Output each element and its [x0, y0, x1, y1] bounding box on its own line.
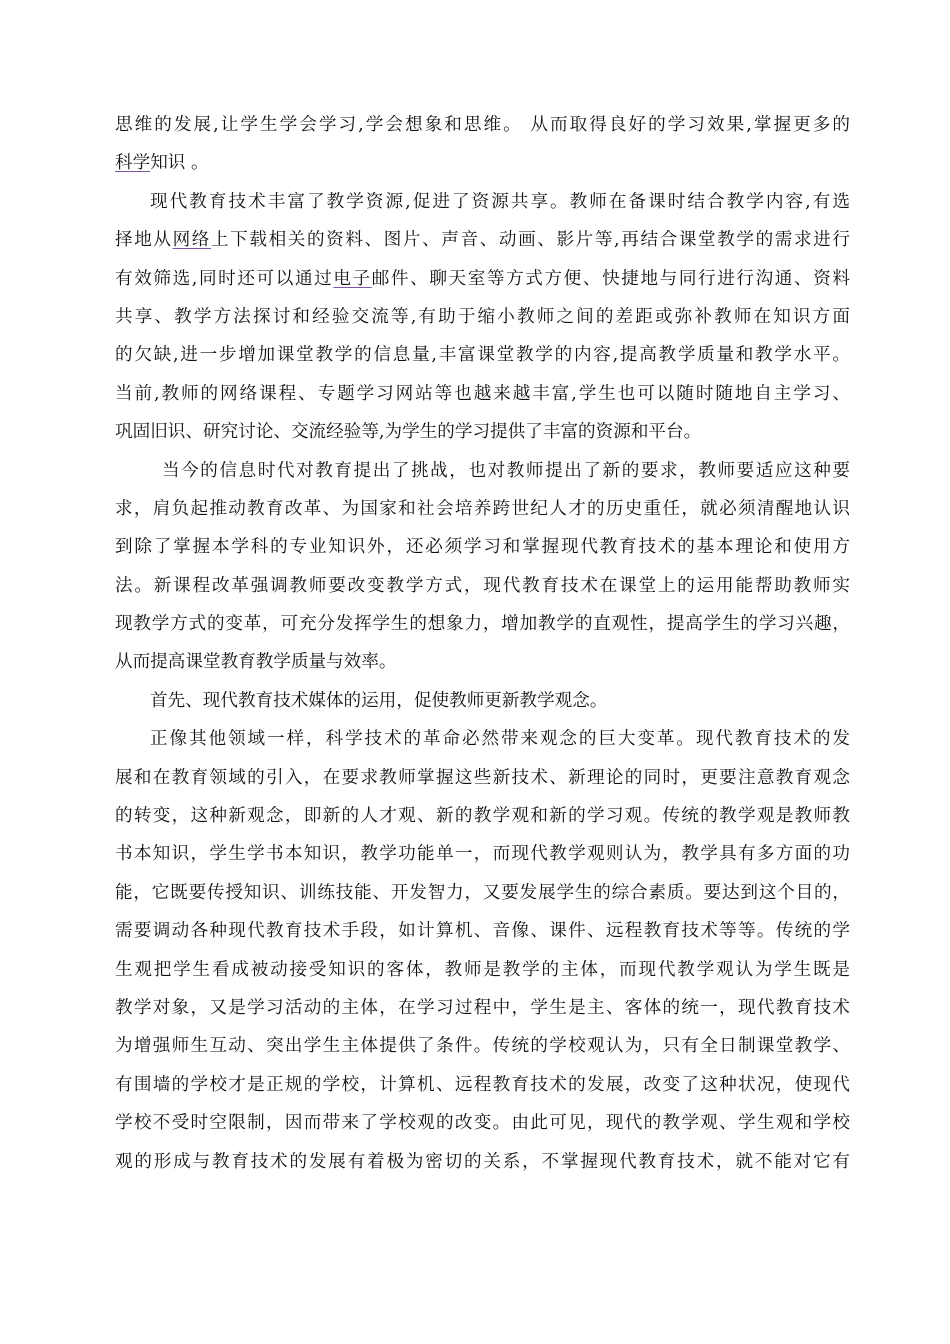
text-line [115, 221, 850, 259]
text-line: 的欠缺,进一步增加课堂教学的信息量,丰富课堂教学的内容,提高教学质量和教学水平。 [115, 345, 850, 366]
text-line [115, 260, 850, 298]
text-span: 邮件、聊天室等方式方便、快捷地与同行进行沟通、资料 [371, 268, 850, 289]
text-line: 巩固旧识、研究讨论、交流经验等,为学生的学习提供了丰富的资源和平台。 [115, 422, 702, 443]
text-line: 学校不受时空限制，因而带来了学校观的改变。由此可见，现代的教学观、学生观和学校 [115, 1113, 850, 1134]
text-line: 当今的信息时代对教育提出了挑战，也对教师提出了新的要求，教师要适应这种要 [162, 460, 850, 481]
text-span: 知识 。 [150, 153, 209, 174]
hyperlink-electronic[interactable]: 电子 [333, 268, 372, 289]
hyperlink-network[interactable]: 网络 [172, 230, 211, 251]
document-body [115, 106, 850, 1181]
text-line: 现教学方式的变革，可充分发挥学生的想象力，增加教学的直观性，提高学生的学习兴趣， [115, 614, 850, 635]
hyperlink-science[interactable]: 科学 [115, 153, 151, 174]
text-line: 思维的发展,让学生学会学习,学会想象和思维。 从而取得良好的学习效果,掌握更多的 [115, 115, 850, 135]
text-line: 共享、教学方法探讨和经验交流等,有助于缩小教师之间的差距或弥补教师在知识方面 [115, 306, 850, 327]
text-span: 上下载相关的资料、图片、声音、动画、影片等,再结合课堂教学的需求进行 [210, 230, 850, 251]
text-span: 择地从 [115, 230, 173, 251]
text-line: 求，肩负起推动教育改革、为国家和社会培养跨世纪人才的历史重任，就必须清醒地认识 [115, 498, 850, 519]
text-line: 展和在教育领域的引入，在要求教师掌握这些新技术、新理论的同时，更要注意教育观念 [115, 767, 850, 788]
text-line: 能，它既要传授知识、训练技能、开发智力，又要发展学生的综合素质。要达到这个目的， [115, 882, 850, 903]
text-line: 为增强师生互动、突出学生主体提供了条件。传统的学校观认为，只有全日制课堂教学、 [115, 1036, 850, 1057]
text-line: 的转变，这种新观念，即新的人才观、新的教学观和新的学习观。传统的教学观是教师教 [115, 806, 850, 827]
text-line: 当前,教师的网络课程、专题学习网站等也越来越丰富,学生也可以随时随地自主学习、 [115, 383, 850, 404]
text-line: 现代教育技术丰富了教学资源,促进了资源共享。教师在备课时结合教学内容,有选 [150, 191, 850, 212]
text-line: 教学对象，又是学习活动的主体，在学习过程中，学生是主、客体的统一，现代教育技术 [115, 997, 850, 1018]
text-line: 需要调动各种现代教育技术手段，如计算机、音像、课件、远程教育技术等等。传统的学 [115, 921, 850, 942]
text-line [115, 144, 850, 182]
text-line: 书本知识，学生学书本知识，教学功能单一，而现代教学观则认为，教学具有多方面的功 [115, 844, 850, 865]
text-line: 生观把学生看成被动接受知识的客体，教师是教学的主体，而现代教学观认为学生既是 [115, 959, 850, 980]
text-line: 到除了掌握本学科的专业知识外，还必须学习和掌握现代教育技术的基本理论和使用方 [115, 537, 850, 558]
text-span: 有效筛选,同时还可以通过 [115, 268, 334, 289]
text-line: 正像其他领域一样，科学技术的革命必然带来观念的巨大变革。现代教育技术的发 [150, 729, 850, 750]
text-line: 有围墙的学校才是正规的学校，计算机、远程教育技术的发展，改变了这种状况，使现代 [115, 1074, 850, 1095]
text-line: 法。新课程改革强调教师要改变教学方式，现代教育技术在课堂上的运用能帮助教师实 [115, 575, 850, 596]
text-line: 从而提高课堂教育教学质量与效率。 [115, 652, 397, 673]
text-line: 首先、现代教育技术媒体的运用，促使教师更新教学观念。 [150, 690, 608, 711]
text-line: 观的形成与教育技术的发展有着极为密切的关系，不掌握现代教育技术，就不能对它有 [115, 1151, 850, 1172]
